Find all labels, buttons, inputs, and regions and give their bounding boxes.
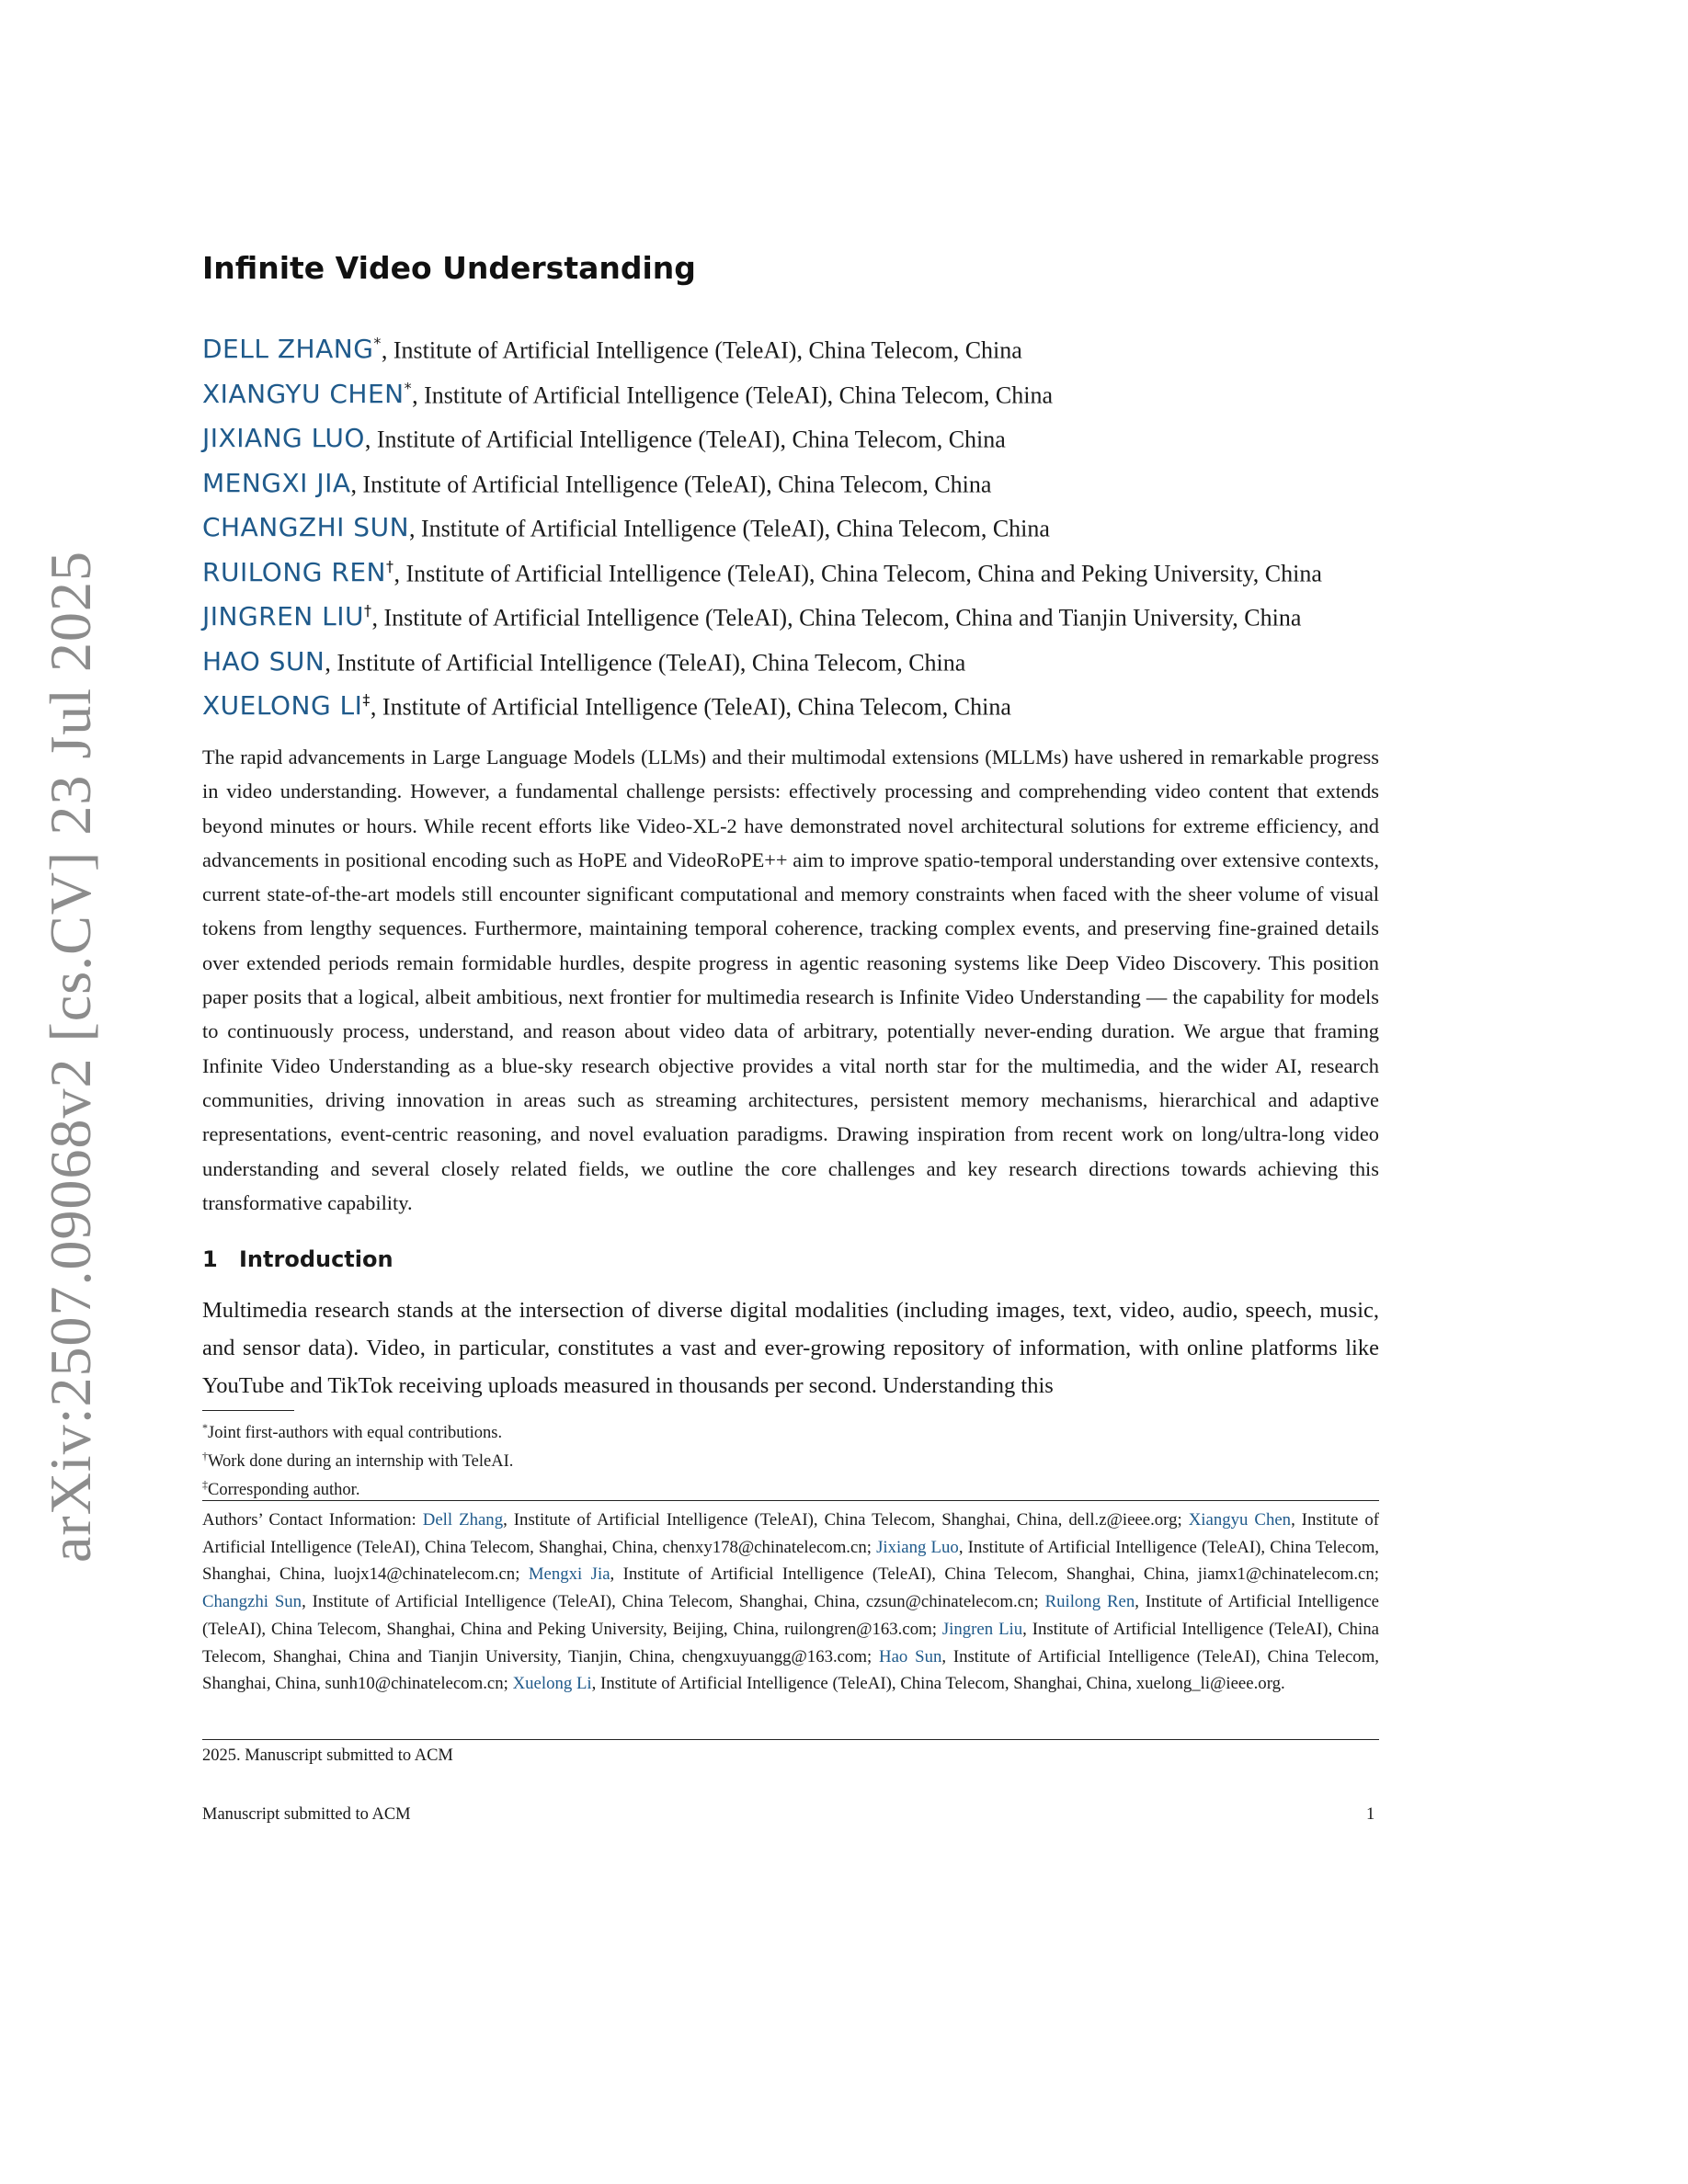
section-title: Introduction [239, 1246, 393, 1272]
contact-author-link[interactable]: Xuelong Li [512, 1674, 592, 1694]
footnote: †Work done during an internship with TeleAI. [202, 1450, 514, 1472]
contact-details: , Institute of Artificial Intelligence (TeleAI), China Telecom, Shanghai, China, dell.z@ieee.org; [503, 1510, 1189, 1530]
section-number: 1 [202, 1246, 218, 1272]
footnotes [202, 1416, 513, 1502]
arxiv-stamp: arXiv:2507.09068v2 [cs.CV] 23 Jul 2025 [38, 550, 103, 1563]
contact-author-link[interactable]: Mengxi Jia [528, 1564, 610, 1585]
author-entry [202, 322, 1397, 367]
footer-text: Manuscript submitted to ACM [202, 1805, 411, 1824]
author-entry [202, 589, 1397, 634]
author-affiliation: , Institute of Artificial Intelligence (TeleAI), China Telecom, China [370, 693, 1011, 721]
author-list [202, 322, 1397, 723]
contact-details: , Institute of Artificial Intelligence (TeleAI), China Telecom, Shanghai, China and Peking University, Beijing, China, ruilongren@163.com; [202, 1592, 1380, 1639]
author-entry [202, 411, 1397, 456]
contact-details: , Institute of Artificial Intelligence (TeleAI), China Telecom, Shanghai, China, xuelong_li@ieee.org. [591, 1674, 1285, 1694]
footnote: ‡Corresponding author. [202, 1478, 360, 1500]
contact-author-link[interactable]: Xiangyu Chen [1188, 1510, 1292, 1530]
author-mark: * [373, 335, 382, 352]
contact-information [202, 1507, 1379, 1698]
contact-details: , Institute of Artificial Intelligence (TeleAI), China Telecom, Shanghai, China, jiamx1@chinatelecom.cn; [610, 1564, 1379, 1585]
author-mark: * [404, 379, 413, 397]
author-affiliation: , Institute of Artificial Intelligence (TeleAI), China Telecom, China [350, 470, 992, 497]
author-affiliation: , Institute of Artificial Intelligence (TeleAI), China Telecom, China [381, 336, 1022, 364]
author-entry [202, 634, 1397, 679]
contact-author-link[interactable]: Jingren Liu [941, 1619, 1023, 1639]
author-affiliation: , Institute of Artificial Intelligence (TeleAI), China Telecom, China [364, 426, 1006, 453]
author-affiliation: , Institute of Artificial Intelligence (TeleAI), China Telecom, China and Tianjin University, China [371, 604, 1302, 631]
author-name[interactable]: MENGXI JIA [202, 467, 351, 498]
copyright-line: 2025. Manuscript submitted to ACM [202, 1746, 453, 1765]
author-entry [202, 456, 1397, 501]
author-mark: † [364, 602, 372, 620]
author-entry [202, 500, 1397, 545]
author-entry [202, 367, 1397, 412]
contact-details: , Institute of Artificial Intelligence (TeleAI), China Telecom, Shanghai, China, sunh10@chinatelecom.cn; [202, 1646, 1379, 1694]
contact-author-link[interactable]: Dell Zhang [422, 1510, 504, 1530]
author-name[interactable]: CHANGZHI SUN [202, 512, 410, 543]
abstract: The rapid advancements in Large Language Models (LLMs) and their multimodal extensions (MLLMs) have ushered in remarkable progress in video understanding. However, a fundamental challenge persists: effectively processing and comprehending video content that extends beyond minutes or hours. While recent efforts like Video-XL-2 have demonstrated novel architectural solutions for extreme efficiency, and advancements in positional encoding such as HoPE and VideoRoPE++ aim to improve spatio-temporal understanding over extensive contexts, current state-of-the-art models still encounter significant computational and memory constraints when faced with the sheer volume of visual tokens from lengthy sequences. Furthermore, maintaining temporal coherence, tracking complex events, and preserving fine-grained details over extended periods remain formidable hurdles, despite progress in agentic reasoning systems like Deep Video Discovery. This position paper posits that a logical, albeit ambitious, next frontier for multimedia research is Infinite Video Understanding — the capability for models to continuously process, understand, and reason about video data of arbitrary, potentially never-ending duration. We argue that framing Infinite Video Understanding as a blue-sky research objective provides a vital north star for the multimedia, and the wider AI, research communities, driving innovation in areas such as streaming architectures, persistent memory mechanisms, hierarchical and adaptive representations, event-centric reasoning, and novel evaluation paradigms. Drawing inspiration from recent work on long/ultra-long video understanding and several closely related fields, we outline the core challenges and key research directions towards achieving this transformative capability. [202, 745, 1379, 1214]
footnote: *Joint first-authors with equal contributions. [202, 1421, 503, 1443]
author-affiliation: , Institute of Artificial Intelligence (TeleAI), China Telecom, China [409, 515, 1050, 542]
author-name[interactable]: HAO SUN [202, 645, 325, 677]
author-affiliation: , Institute of Artificial Intelligence (TeleAI), China Telecom, China [412, 381, 1054, 408]
author-name[interactable]: JINGREN LIU† [202, 601, 372, 632]
paper-title: Infinite Video Understanding [202, 250, 696, 286]
author-entry [202, 545, 1397, 590]
contact-author-link[interactable]: Changzhi Sun [202, 1592, 302, 1612]
author-name[interactable]: RUILONG REN† [202, 556, 394, 587]
intro-paragraph: Multimedia research stands at the intersection of diverse digital modalities (including images, text, video, audio, speech, music, and sensor data). Video, in particular, constitutes a vast and ever-growing repository of information, with online platforms like YouTube and TikTok receiving uploads measured in thousands per second. Understanding this [202, 1298, 1379, 1398]
author-affiliation: , Institute of Artificial Intelligence (TeleAI), China Telecom, China [325, 648, 966, 676]
contact-label: Authors’ Contact Information: [202, 1510, 423, 1530]
page-number: 1 [1366, 1805, 1375, 1824]
contact-author-link[interactable]: Jixiang Luo [876, 1537, 959, 1557]
author-name[interactable]: XIANGYU CHEN* [202, 378, 413, 409]
author-name[interactable]: XUELONG LI‡ [202, 690, 371, 722]
contact-details: , Institute of Artificial Intelligence (TeleAI), China Telecom, Shanghai, China, chenxy178@chinatelecom.cn; [202, 1510, 1379, 1557]
author-entry [202, 678, 1397, 723]
contact-details: , Institute of Artificial Intelligence (TeleAI), China Telecom, Shanghai, China and Tianjin University, Tianjin, China, chengxuyuangg@163.com; [202, 1619, 1379, 1666]
author-name[interactable]: DELL ZHANG* [202, 334, 382, 365]
section-heading [202, 1246, 393, 1272]
copyright-rule [202, 1739, 1379, 1740]
footnote-rule [202, 1410, 294, 1411]
author-mark: † [385, 557, 394, 575]
contact-rule [202, 1500, 1379, 1501]
author-name[interactable]: JIXIANG LUO [202, 423, 365, 454]
author-mark: ‡ [362, 691, 371, 709]
contact-author-link[interactable]: Ruilong Ren [1044, 1592, 1135, 1612]
contact-details: , Institute of Artificial Intelligence (TeleAI), China Telecom, Shanghai, China, luojx14@chinatelecom.cn; [202, 1537, 1380, 1585]
author-affiliation: , Institute of Artificial Intelligence (TeleAI), China Telecom, China and Peking University, China [393, 559, 1322, 586]
contact-details: , Institute of Artificial Intelligence (TeleAI), China Telecom, Shanghai, China, czsun@chinatelecom.cn; [302, 1592, 1045, 1612]
contact-author-link[interactable]: Hao Sun [879, 1646, 942, 1666]
